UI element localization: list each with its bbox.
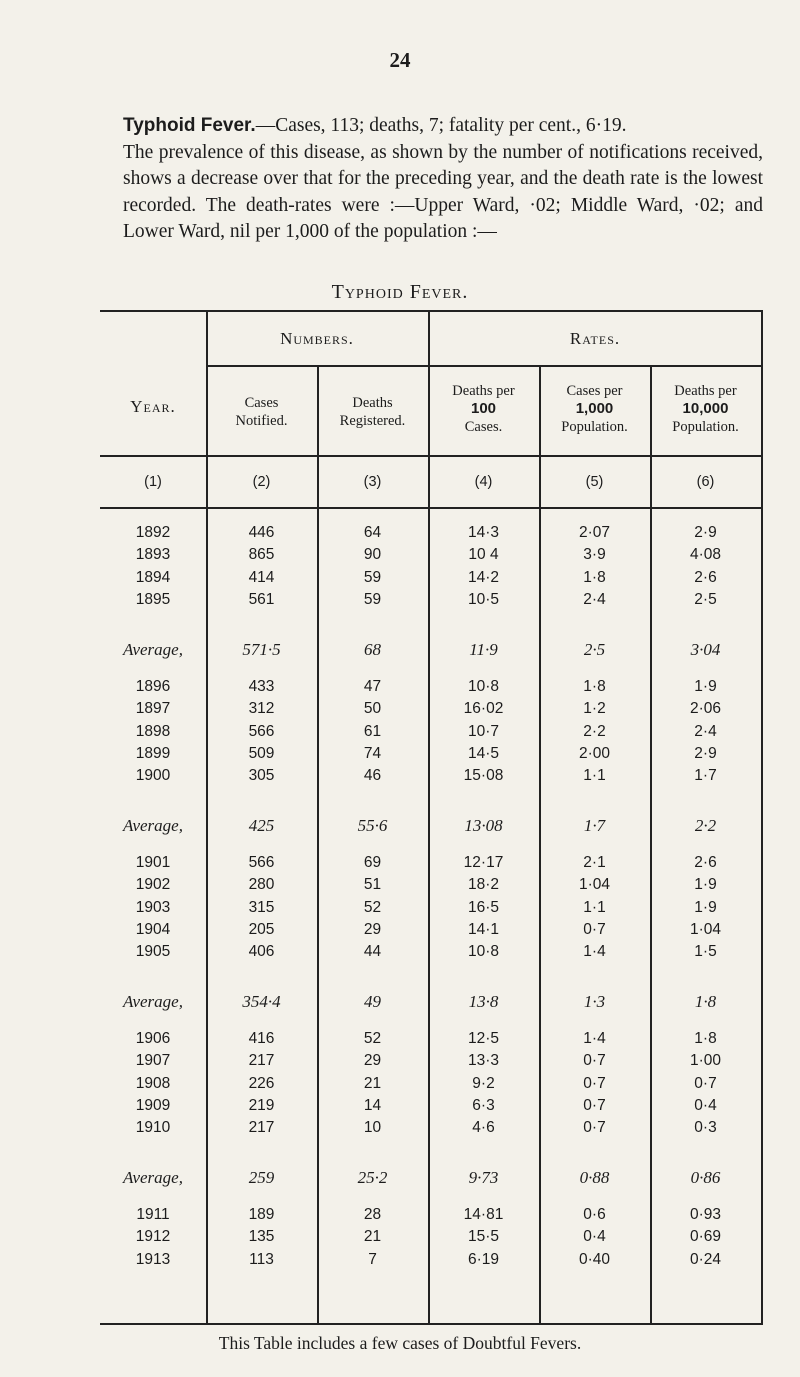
colnum-bottom-border xyxy=(100,507,762,509)
cell-cases: 406 xyxy=(248,943,275,961)
cell-cases-per-1000: 1·4 xyxy=(583,1030,606,1047)
footnote: This Table includes a few cases of Doubtful Fevers. xyxy=(218,1333,582,1353)
average-deaths: 68 xyxy=(364,639,381,659)
cell-cases-per-1000: 0·40 xyxy=(578,1250,611,1268)
header-dp10000-line3: Population. xyxy=(672,419,739,435)
cell-deaths: 64 xyxy=(363,524,382,541)
cell-deaths-per-100: 15·5 xyxy=(467,1228,500,1246)
cell-deaths: 50 xyxy=(363,700,382,718)
cell-year: 1904 xyxy=(135,920,171,938)
header-cases-line2: Notified. xyxy=(235,413,288,429)
cell-deaths-per-10000: 1·9 xyxy=(694,678,717,695)
cell-deaths-per-100: 10·8 xyxy=(467,943,500,961)
header-deaths-per-100 xyxy=(428,382,539,436)
cell-cases: 561 xyxy=(248,590,275,608)
cell-deaths-per-10000: 2·9 xyxy=(694,744,717,762)
cell-deaths: 7 xyxy=(368,1250,377,1268)
table-title: Typhoid Fever. xyxy=(331,281,469,303)
header-rates: Rates. xyxy=(569,329,621,348)
cell-cases: 217 xyxy=(248,1052,275,1070)
average-year: Average, xyxy=(123,992,183,1012)
cell-deaths-per-100: 10·7 xyxy=(467,722,500,740)
cell-year: 1901 xyxy=(135,854,171,871)
numbers-rates-divider xyxy=(206,365,762,367)
cell-cases-per-1000: 2·4 xyxy=(583,590,606,608)
average-deaths-per-100: 13·08 xyxy=(464,816,503,836)
cell-deaths: 46 xyxy=(363,767,382,785)
average-cases: 354·4 xyxy=(242,992,281,1012)
cell-deaths: 74 xyxy=(363,744,382,762)
header-cases-line1: Cases xyxy=(244,395,279,411)
cell-deaths-per-10000: 1·04 xyxy=(689,920,722,938)
cell-cases: 433 xyxy=(248,678,275,695)
cell-year: 1908 xyxy=(135,1074,171,1092)
average-year: Average, xyxy=(123,639,183,659)
section-heading: Typhoid Fever. xyxy=(123,115,256,136)
average-cases-per-1000: 2·5 xyxy=(583,639,606,659)
page-number: 24 xyxy=(389,48,411,72)
cell-deaths-per-10000: 0·93 xyxy=(689,1206,722,1223)
colnum-2: (2) xyxy=(252,474,271,490)
cell-cases: 305 xyxy=(248,767,275,785)
cell-deaths-per-100: 15·08 xyxy=(463,767,504,785)
cell-year: 1898 xyxy=(135,722,171,740)
cell-deaths-per-10000: 0·24 xyxy=(689,1250,722,1268)
average-cases-per-1000: 1·7 xyxy=(583,816,606,836)
cell-deaths-per-10000: 1·7 xyxy=(694,767,717,785)
cell-deaths: 21 xyxy=(363,1074,382,1092)
cell-deaths-per-100: 14·1 xyxy=(467,920,500,938)
cell-cases: 312 xyxy=(248,700,275,718)
average-year: Average, xyxy=(123,816,183,836)
cell-cases-per-1000: 0·7 xyxy=(583,1052,606,1070)
cell-cases: 416 xyxy=(248,1030,275,1047)
colnum-6: (6) xyxy=(696,474,715,490)
intro-body: The prevalence of this disease, as shown by the number of notifications received, shows a decrease over that for the preceding year, and the death rate is the lowest recorded. The death-rates were :—Upper Ward, ·02; Middle Ward, ·02; and Lower Ward, nil per 1,000 of the population :— xyxy=(123,141,763,242)
cell-cases-per-1000: 0·7 xyxy=(583,1074,606,1092)
cell-cases-per-1000: 1·2 xyxy=(583,700,606,718)
cell-deaths-per-10000: 1·00 xyxy=(689,1052,722,1070)
cell-year: 1895 xyxy=(135,590,171,608)
cell-deaths: 28 xyxy=(363,1206,382,1223)
cell-cases-per-1000: 1·04 xyxy=(578,876,611,894)
cell-deaths-per-100: 16·5 xyxy=(467,898,500,916)
header-dp100-line1: Deaths per xyxy=(452,383,515,399)
cell-deaths: 29 xyxy=(363,920,382,938)
cell-deaths-per-100: 9·2 xyxy=(472,1074,495,1092)
cell-cases: 446 xyxy=(248,524,275,541)
cell-cases: 865 xyxy=(248,546,275,564)
header-cp1000-line1: Cases per xyxy=(566,383,623,399)
cell-deaths-per-10000: 2·9 xyxy=(694,524,717,541)
cell-deaths-per-100: 13·3 xyxy=(467,1052,500,1070)
cell-year: 1903 xyxy=(135,898,171,916)
average-deaths-per-10000: 1·8 xyxy=(694,992,717,1012)
cell-cases-per-1000: 0·7 xyxy=(583,1119,606,1137)
cell-deaths-per-100: 10·8 xyxy=(467,678,500,695)
cell-deaths-per-100: 12·5 xyxy=(467,1030,500,1047)
table-right-border xyxy=(761,310,763,1325)
cell-deaths-per-10000: 2·4 xyxy=(694,722,717,740)
cell-cases-per-1000: 0·7 xyxy=(583,920,606,938)
cell-deaths-per-100: 4·6 xyxy=(472,1119,495,1137)
cell-deaths-per-100: 10·5 xyxy=(467,590,500,608)
cell-deaths: 29 xyxy=(363,1052,382,1070)
cell-cases-per-1000: 2·07 xyxy=(578,524,611,541)
header-year: Year. xyxy=(130,397,176,416)
cell-year: 1912 xyxy=(135,1228,171,1246)
colnum-5: (5) xyxy=(585,474,604,490)
cell-deaths-per-10000: 2·5 xyxy=(694,590,717,608)
cell-deaths-per-10000: 0·4 xyxy=(694,1096,717,1114)
cell-deaths-per-100: 14·2 xyxy=(467,568,500,586)
cell-year: 1913 xyxy=(135,1250,171,1268)
cell-deaths: 21 xyxy=(363,1228,382,1246)
cell-year: 1910 xyxy=(135,1119,171,1137)
average-deaths-per-10000: 3·04 xyxy=(690,639,721,659)
cell-cases: 113 xyxy=(249,1250,274,1268)
cell-deaths-per-100: 16·02 xyxy=(463,700,504,718)
cell-deaths-per-100: 10 4 xyxy=(468,546,499,564)
cell-deaths-per-10000: 2·6 xyxy=(694,854,717,871)
cell-deaths: 52 xyxy=(363,898,382,916)
table-top-border xyxy=(100,310,762,312)
average-deaths-per-100: 11·9 xyxy=(469,639,498,659)
cell-deaths-per-10000: 0·3 xyxy=(694,1119,717,1137)
header-numbers: Numbers. xyxy=(280,329,354,348)
cell-year: 1897 xyxy=(135,700,171,718)
header-deaths-registered xyxy=(317,394,428,430)
cell-cases: 217 xyxy=(248,1119,275,1137)
average-cases-per-1000: 1·3 xyxy=(583,992,606,1012)
cell-deaths-per-100: 12·17 xyxy=(463,854,504,871)
cell-deaths-per-10000: 2·06 xyxy=(689,700,722,718)
header-dp100-line2: 100 xyxy=(470,400,497,417)
cell-year: 1892 xyxy=(135,524,171,541)
cell-cases: 189 xyxy=(248,1206,275,1223)
cell-cases: 315 xyxy=(248,898,275,916)
cell-cases-per-1000: 1·1 xyxy=(583,767,606,785)
cell-deaths: 51 xyxy=(363,876,382,894)
cell-deaths-per-10000: 1·9 xyxy=(694,898,717,916)
cell-cases-per-1000: 2·00 xyxy=(578,744,611,762)
cell-deaths-per-100: 14·81 xyxy=(463,1206,504,1223)
cell-cases-per-1000: 1·8 xyxy=(583,568,606,586)
cell-deaths: 47 xyxy=(363,678,382,695)
cell-deaths-per-100: 6·19 xyxy=(467,1250,500,1268)
table-bottom-border xyxy=(100,1323,762,1325)
header-dp100-line3: Cases. xyxy=(464,419,503,435)
cell-cases-per-1000: 0·4 xyxy=(583,1228,606,1246)
cell-year: 1902 xyxy=(135,876,171,894)
cell-cases-per-1000: 0·7 xyxy=(583,1096,606,1114)
average-cases: 259 xyxy=(248,1168,275,1188)
cell-deaths: 10 xyxy=(363,1119,382,1137)
cell-deaths-per-100: 18·2 xyxy=(467,876,500,894)
cell-cases: 135 xyxy=(248,1228,275,1246)
colnum-3: (3) xyxy=(363,474,382,490)
cell-deaths: 44 xyxy=(363,943,382,961)
cell-year: 1905 xyxy=(135,943,171,961)
typhoid-summary: —Cases, 113; deaths, 7; fatality per cent., 6·19. xyxy=(255,115,627,136)
header-deaths-line2: Registered. xyxy=(339,413,406,429)
cell-year: 1907 xyxy=(135,1052,171,1070)
cell-deaths-per-10000: 1·5 xyxy=(694,943,717,961)
average-deaths: 55·6 xyxy=(357,816,388,836)
intro-text xyxy=(123,113,763,246)
typhoid-fever-table xyxy=(100,310,762,1325)
average-deaths-per-100: 9·73 xyxy=(468,1168,499,1188)
cell-cases-per-1000: 1·1 xyxy=(583,898,606,916)
cell-deaths: 69 xyxy=(363,854,382,871)
cell-year: 1893 xyxy=(135,546,171,564)
average-cases-per-1000: 0·88 xyxy=(579,1168,610,1188)
cell-year: 1909 xyxy=(135,1096,171,1114)
header-dp10000-line2: 10,000 xyxy=(682,400,729,417)
header-cases-per-1000 xyxy=(539,382,650,436)
average-year: Average, xyxy=(123,1168,183,1188)
cell-deaths: 90 xyxy=(363,546,382,564)
header-cp1000-line3: Population. xyxy=(561,419,628,435)
cell-deaths: 61 xyxy=(363,722,382,740)
colnum-1: (1) xyxy=(144,474,162,490)
cell-year: 1896 xyxy=(135,678,171,695)
header-bottom-border xyxy=(100,455,762,457)
average-cases: 425 xyxy=(248,816,275,836)
average-deaths-per-10000: 2·2 xyxy=(694,816,717,836)
header-deaths-line1: Deaths xyxy=(352,395,393,411)
cell-year: 1911 xyxy=(136,1206,170,1223)
cell-deaths-per-100: 14·5 xyxy=(467,744,500,762)
cell-year: 1899 xyxy=(135,744,171,762)
cell-cases: 280 xyxy=(248,876,275,894)
header-dp10000-line1: Deaths per xyxy=(674,383,737,399)
cell-deaths: 59 xyxy=(363,590,382,608)
cell-deaths: 59 xyxy=(363,568,382,586)
cell-year: 1900 xyxy=(135,767,171,785)
cell-deaths-per-10000: 4·08 xyxy=(689,546,722,564)
cell-year: 1906 xyxy=(135,1030,171,1047)
cell-deaths-per-10000: 1·9 xyxy=(694,876,717,894)
cell-deaths-per-10000: 0·7 xyxy=(694,1074,717,1092)
cell-cases-per-1000: 1·4 xyxy=(583,943,606,961)
cell-deaths-per-10000: 2·6 xyxy=(694,568,717,586)
cell-cases: 566 xyxy=(248,854,275,871)
average-deaths: 49 xyxy=(364,992,381,1012)
cell-cases-per-1000: 2·1 xyxy=(583,854,606,871)
header-cases-notified xyxy=(206,394,317,430)
cell-cases: 509 xyxy=(248,744,275,762)
average-deaths-per-10000: 0·86 xyxy=(690,1168,721,1188)
cell-cases: 219 xyxy=(248,1096,275,1114)
cell-cases-per-1000: 1·8 xyxy=(583,678,606,695)
cell-cases: 226 xyxy=(248,1074,275,1092)
header-deaths-per-10000 xyxy=(650,382,761,436)
average-deaths-per-100: 13·8 xyxy=(468,992,499,1012)
cell-deaths: 14 xyxy=(363,1096,382,1114)
cell-deaths-per-10000: 1·8 xyxy=(694,1030,717,1047)
cell-deaths: 52 xyxy=(363,1030,382,1047)
cell-cases-per-1000: 0·6 xyxy=(583,1206,606,1223)
colnum-4: (4) xyxy=(474,474,493,490)
cell-cases-per-1000: 2·2 xyxy=(583,722,606,740)
cell-cases: 205 xyxy=(248,920,275,938)
cell-deaths-per-100: 6·3 xyxy=(472,1096,495,1114)
cell-cases: 414 xyxy=(248,568,275,586)
average-cases: 571·5 xyxy=(242,639,281,659)
average-deaths: 25·2 xyxy=(357,1168,388,1188)
header-cp1000-line2: 1,000 xyxy=(575,400,614,417)
intro-paragraph xyxy=(123,113,763,246)
cell-cases: 566 xyxy=(248,722,275,740)
cell-cases-per-1000: 3·9 xyxy=(583,546,606,564)
cell-deaths-per-10000: 0·69 xyxy=(689,1228,722,1246)
cell-year: 1894 xyxy=(135,568,171,586)
cell-deaths-per-100: 14·3 xyxy=(467,524,500,541)
